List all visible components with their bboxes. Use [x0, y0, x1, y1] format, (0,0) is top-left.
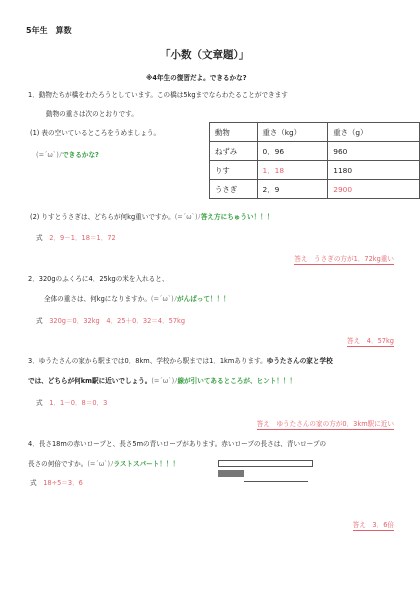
q1-face1: (=´ω`)ﾉ [36, 151, 63, 159]
blue-rope-guide [244, 481, 308, 482]
q1-answer: 答え うさぎの方が1．72kg重い [294, 255, 394, 263]
q2-cheer: がんばって！！！ [177, 295, 230, 303]
table-cell: 2．9 [257, 180, 328, 199]
q2-line2: 全体の重さは、何kgになりますか。 [44, 295, 151, 303]
q4-formula-label: 式 [30, 479, 37, 487]
q2-answer: 答え 4．57kg [347, 337, 394, 345]
q3-line2a: では、どちらが何km駅に近いでしょう。 [28, 377, 152, 385]
table-row [210, 123, 420, 142]
q3-line1: 3．ゆうたさんの家から駅までは0．8km、学校から駅までは1．1kmあります。 [28, 357, 267, 365]
grade-subject-label: 5年生 算数 [26, 26, 72, 35]
q3-cheer: 線が引いてあるところが、ヒント！！！ [177, 377, 297, 385]
q4-answer: 答え 3．6倍 [352, 521, 394, 529]
q1-intro2: 動物の重さは次のとおりです。 [46, 110, 138, 118]
q1-cheer1: できるかな? [62, 151, 99, 159]
table-row [210, 161, 420, 180]
blue-rope-bar [218, 470, 244, 477]
table-row [210, 180, 420, 199]
q1-cheer1-line [36, 152, 99, 159]
table-header-cell: 重さ（g） [328, 123, 420, 142]
q3-formula-line [36, 400, 107, 407]
q4-face: (=´ω`)ﾉ [87, 460, 114, 468]
table-cell: うさぎ [210, 180, 258, 199]
table-cell-answer: 1．18 [257, 161, 328, 180]
q2-line2-row [44, 296, 230, 303]
q2-formula-label: 式 [36, 317, 43, 325]
q4-formula-line [30, 480, 83, 487]
table-row [210, 142, 420, 161]
q4-line2: 長さの何倍ですか。 [28, 460, 88, 468]
q4-formula: 18÷5＝3．6 [43, 479, 83, 487]
table-cell: りす [210, 161, 258, 180]
table-cell: ねずみ [210, 142, 258, 161]
q2-face: (=´ω`)ﾉ [150, 295, 178, 303]
q2-formula: 320g＝0．32kg 4．25＋0．32＝4．57kg [49, 317, 186, 325]
table-cell-answer: 2900 [328, 180, 420, 199]
q2-formula-line [36, 318, 185, 325]
q3-formula: 1．1－0．8＝0．3 [49, 399, 108, 407]
q3-line2-row [28, 378, 296, 385]
page-title: 「小数（文章題）」 [160, 49, 250, 61]
q1-face2: (=´ω`)ﾉ [174, 213, 201, 221]
table-cell: 0．96 [257, 142, 328, 161]
q4-line2-row [28, 461, 179, 468]
q1-formula-label: 式 [36, 234, 43, 242]
q3-face: (=´ω`)ﾉ [151, 377, 178, 385]
q3-answer: 答え ゆうたさんの家の方が0．3km駅に近い [256, 420, 394, 428]
q1-part2-line [30, 214, 273, 221]
q4-line1: 4．長さ18mの赤いロープと、長さ5mの青いロープがあります。赤いロープの長さは、青いロープの [28, 440, 327, 448]
q1-formula: 2．9－1．18＝1．72 [49, 234, 116, 242]
table-cell: 1180 [328, 161, 420, 180]
page-subtitle: ※4年生の復習だよ。できるかな? [146, 74, 247, 82]
red-rope-bar [218, 460, 313, 467]
q1-part2: (2) りすとうさぎは、どちらが何kg重いですか。 [30, 213, 175, 221]
table-cell: 960 [328, 142, 420, 161]
weight-table [209, 122, 420, 199]
q2-line1: 2．320gのふくろに4．25kgの米を入れると、 [28, 275, 169, 283]
q1-formula-line [36, 235, 116, 242]
table-header-cell: 動物 [210, 123, 258, 142]
q1-cheer2: 答え方にちゅうい！！！ [200, 213, 274, 221]
q1-intro: 1．動物たちが橋をわたろうとしています。この橋は5kgまでならわたることができます [28, 91, 288, 99]
q4-cheer: ラストスパート！！！ [113, 460, 180, 468]
table-header-cell: 重さ（kg） [257, 123, 328, 142]
q3-line1-row [28, 358, 333, 365]
q3-formula-label: 式 [36, 399, 43, 407]
q3-line1b: ゆうたさんの家と学校 [266, 357, 333, 365]
q1-part1: (1) 表の空いているところをうめましょう。 [30, 129, 161, 137]
